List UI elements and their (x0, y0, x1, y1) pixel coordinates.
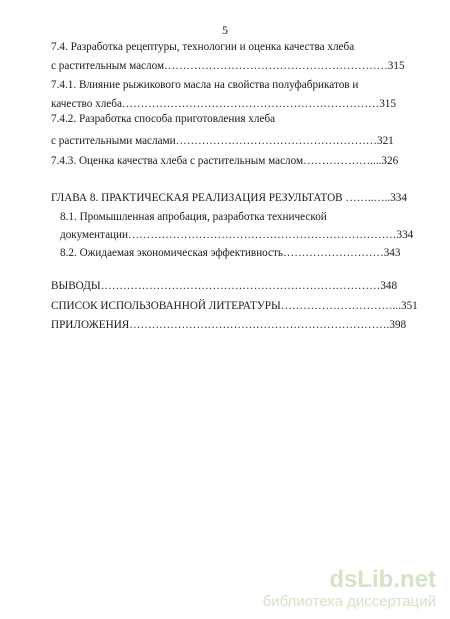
toc-entry-conclusions: ВЫВОДЫ…………………………………………………………………348 (51, 280, 398, 292)
watermark-logo: dsLib.net (329, 566, 436, 593)
toc-entry-8-2: 8.2. Ожидаемая экономическая эффективность………………………343 (60, 247, 401, 259)
toc-entry-7-4-1: 7.4.1. Влияние рыжикового масла на свойства полуфабрикатов и (51, 79, 359, 91)
toc-entry-7-4-cont: с растительным маслом……………………………………………………315 (51, 60, 405, 72)
watermark (263, 567, 436, 611)
toc-entry-7-4-2: 7.4.2. Разработка способа приготовления хлеба (51, 113, 276, 125)
toc-entry-8-1: 8.1. Промышленная апробация, разработка технической (60, 211, 327, 223)
watermark-subtitle: библиотека диссертаций (262, 593, 436, 610)
toc-entry-7-4-2-cont: с растительными маслами………………………………………………321 (51, 135, 394, 147)
toc-entry-appendices: ПРИЛОЖЕНИЯ…………………………………………………………….398 (51, 319, 407, 331)
toc-entry-7-4: 7.4. Разработка рецептуры, технологии и оценка качества хлеба (51, 41, 355, 53)
toc-entry-references: СПИСОК ИСПОЛЬЗОВАННОЙ ЛИТЕРАТУРЫ…………………………...351 (51, 300, 418, 312)
toc-entry-chapter-8: ГЛАВА 8. ПРАКТИЧЕСКАЯ РЕАЛИЗАЦИЯ РЕЗУЛЬТАТОВ ……..…..334 (51, 192, 407, 204)
toc-entry-8-1-cont: документации………………………………………………………………334 (60, 229, 414, 241)
toc-entry-7-4-1-cont: качество хлеба……………………………………………………………315 (51, 98, 396, 110)
page-number: 5 (222, 23, 228, 37)
toc-entry-7-4-3: 7.4.3. Оценка качества хлеба с растительным маслом………………....326 (51, 155, 399, 167)
